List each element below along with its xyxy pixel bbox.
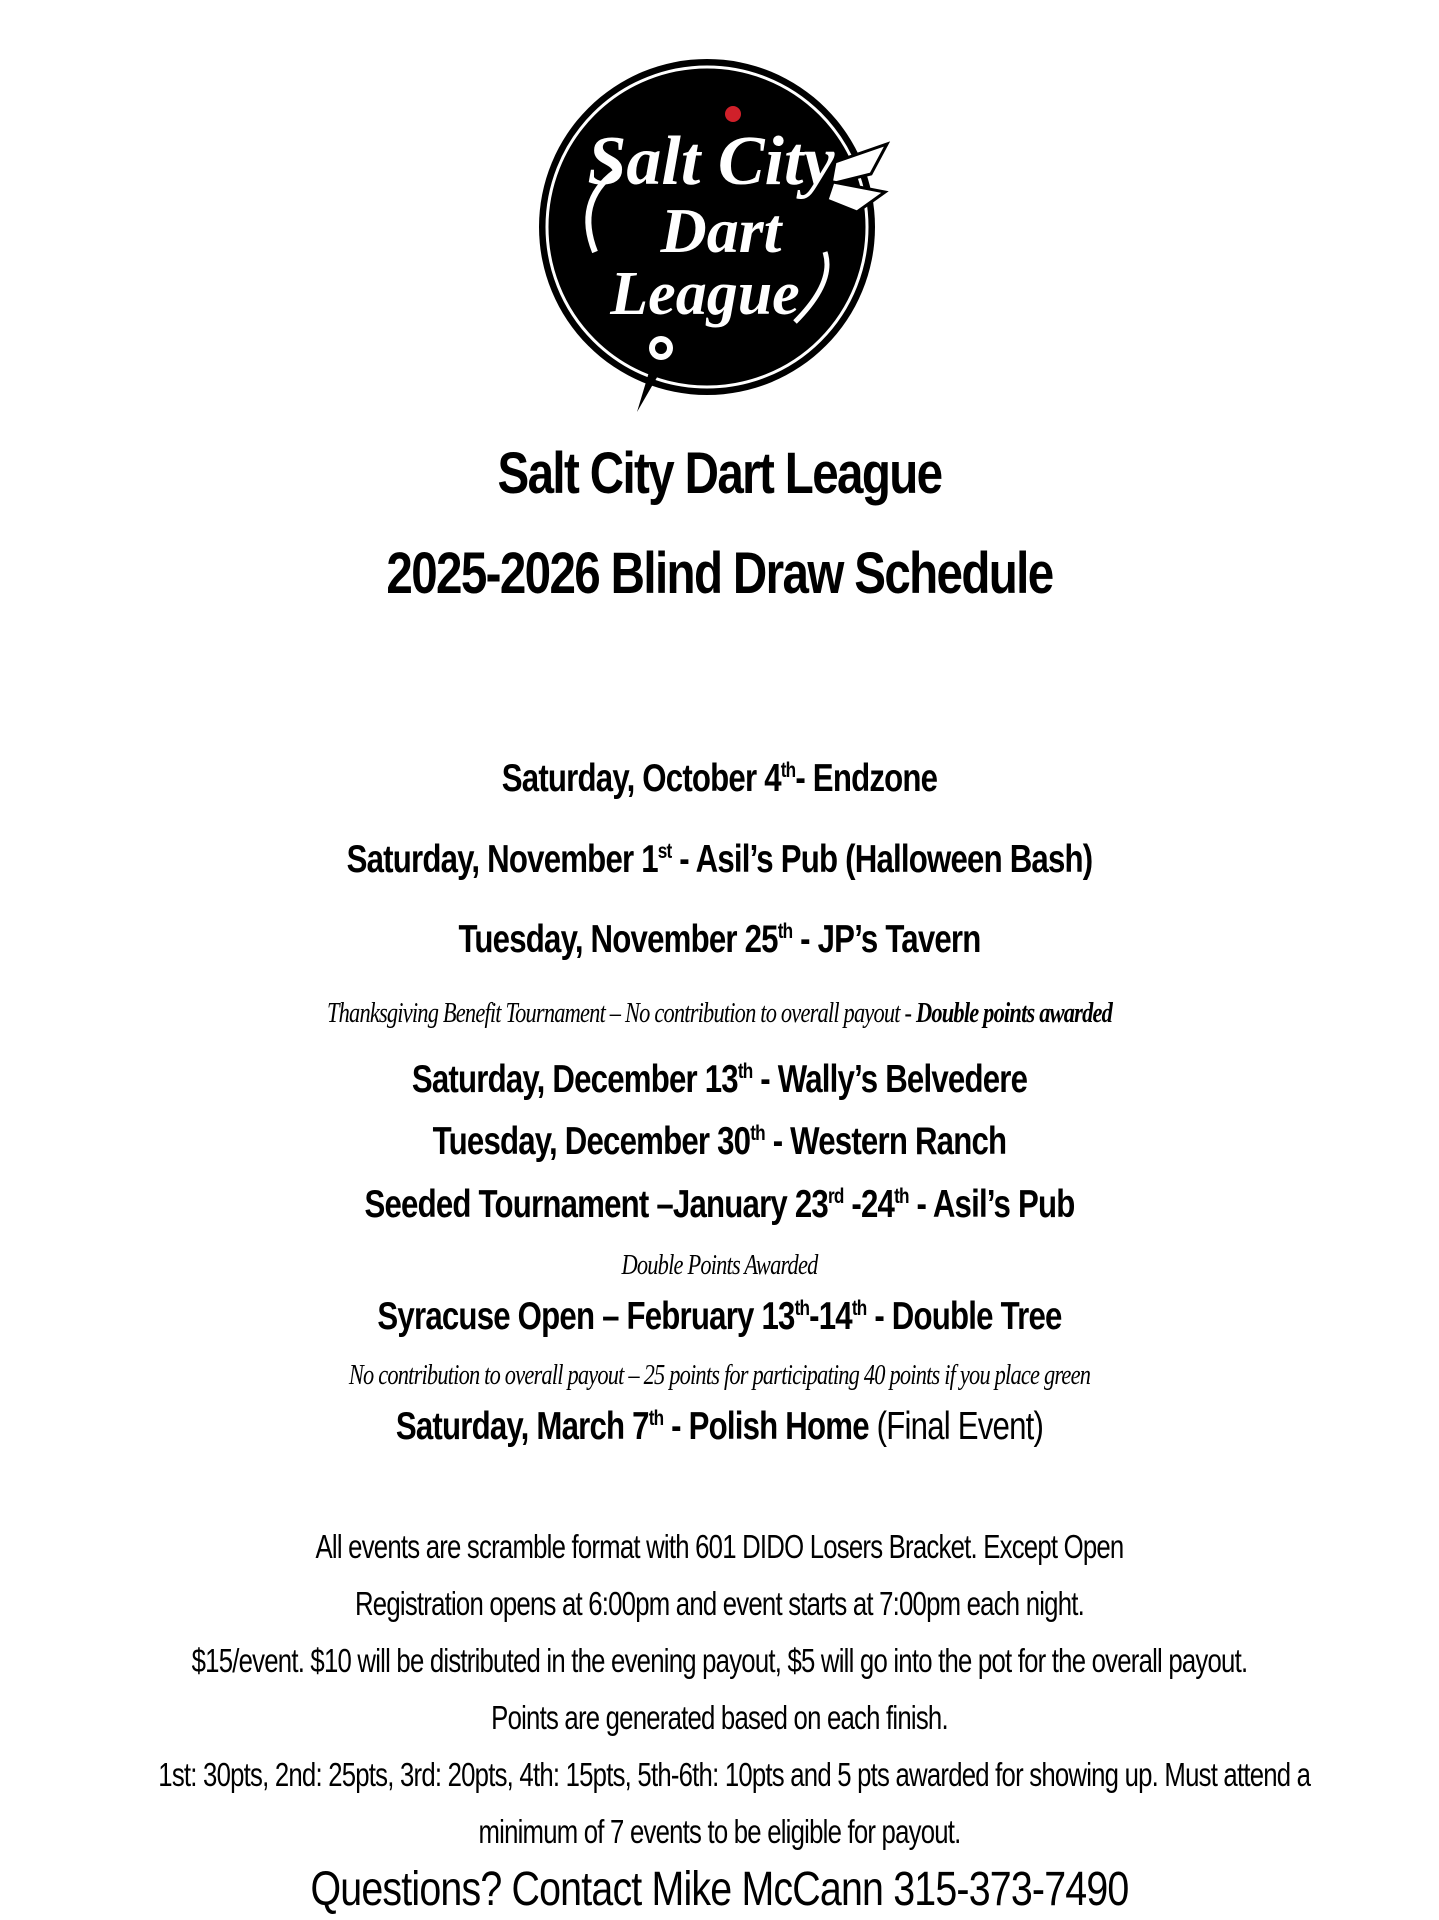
schedule-event-2: Saturday, November 1st - Asil’s Pub (Halloween Bash) [346,838,1093,881]
schedule-event-3-note: Thanksgiving Benefit Tournament – No contribution to overall payout - Double points awarded [326,998,1113,1029]
logo-text-line1: Salt City [587,123,835,200]
logo-text-line2: Dart [660,195,782,266]
info-line-5: 1st: 30pts, 2nd: 25pts, 3rd: 20pts, 4th: 15pts, 5th-6th: 10pts and 5 pts awarded for showing up. Must attend a [158,1756,1311,1793]
schedule-event-1: Saturday, October 4th- Endzone [501,757,938,800]
info-line-3: $15/event. $10 will be distributed in the evening payout, $5 will go into the pot for the overall payout. [191,1642,1248,1679]
schedule-event-7: Syracuse Open – February 13th-14th - Double Tree [377,1295,1062,1338]
schedule-event-6: Seeded Tournament –January 23rd -24th - Asil’s Pub [364,1183,1075,1226]
schedule-event-8: Saturday, March 7th - Polish Home (Final Event) [395,1405,1044,1448]
info-line-2: Registration opens at 6:00pm and event starts at 7:00pm each night. [354,1585,1085,1622]
page-title-line2: 2025-2026 Blind Draw Schedule [386,541,1053,606]
info-line-1: All events are scramble format with 601 DIDO Losers Bracket. Except Open [315,1528,1124,1565]
schedule-event-5: Tuesday, December 30th - Western Ranch [432,1120,1007,1163]
schedule-event-4: Saturday, December 13th - Wally’s Belvedere [411,1058,1028,1101]
dart-logo-emblem [535,52,895,422]
logo-text-line3: League [610,260,800,328]
info-line-6: minimum of 7 events to be eligible for payout. [478,1813,961,1850]
info-line-4: Points are generated based on each finish. [491,1699,948,1736]
page-title-line1: Salt City Dart League [497,441,942,506]
contact-line: Questions? Contact Mike McCann 315-373-7490 [310,1863,1129,1916]
schedule-event-7-note: No contribution to overall payout – 25 points for participating 40 points if you place green [348,1360,1091,1391]
schedule-event-6-note: Double Points Awarded [621,1250,818,1281]
schedule-event-3: Tuesday, November 25th - JP’s Tavern [458,918,981,961]
